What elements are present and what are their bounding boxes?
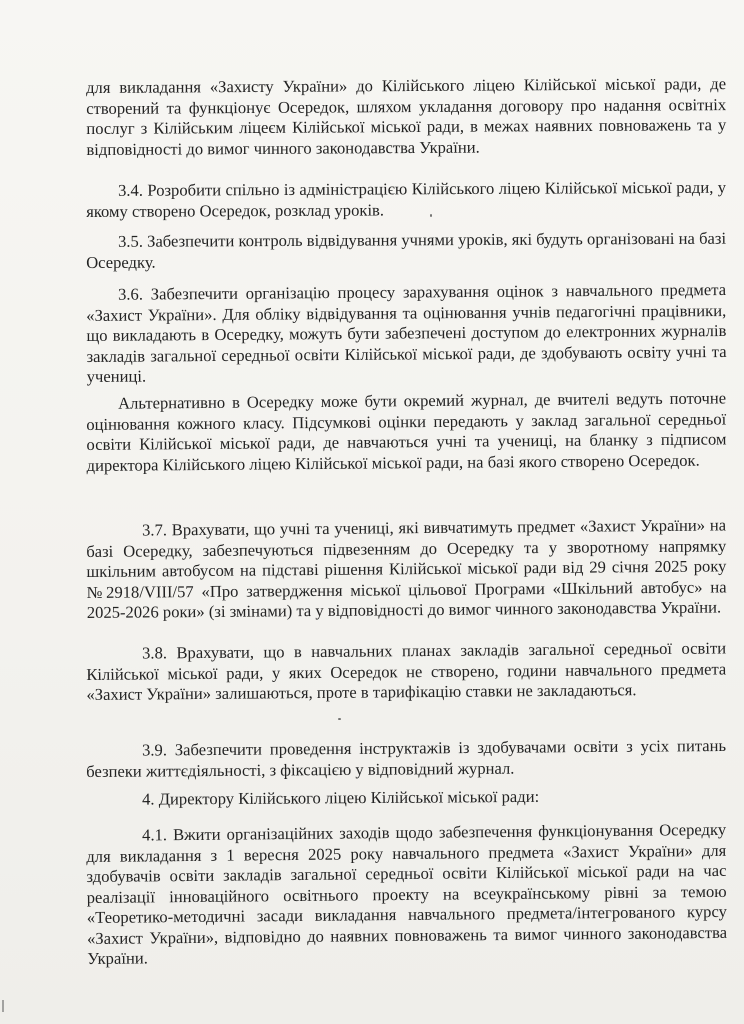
paragraph-4: 4. Директору Кілійського ліцею Кілійської міської ради: [141, 786, 540, 809]
scan-speck [338, 718, 341, 720]
paragraph-3-6: 3.6. Забезпечити організацію процесу зарахування оцінок з навчального предмета «Захист України». Для обліку відвідування та оцінювання учнів педагогічні працівники, що викладають в Осередку, можуть бути забезпечені доступом до електронних журналів закладів загальної середньої освіти Кілійської міської ради, де здобувають освіту учні та учениці. [86, 279, 727, 386]
paragraph-4-1: 4.1. Вжити організаційних заходів щодо забезпечення функціонування Осередку для викладання з 1 вересня 2025 року навчального предмета «Захист України» для здобувачів освіти закладів загальної середньої освіти Кілійської міської ради на час реалізації інноваційного освітнього проекту на всеукраїнському рівні за темою «Теоретико-методичні засади викладання навчального предмета/інтегрованого курсу «Захист України», відповідно до наявних повноважень та вимог чинного законодавства України. [86, 819, 728, 968]
paragraph-3-7: 3.7. Врахувати, що учні та учениці, які вивчатимуть предмет «Захист України» на базі Осередку, забезпечуються підвезенням до Осередку та у зворотному напрямку шкільним автобусом на підставі рішення Кілійської міської ради від 29 січня 2025 року №2918/VIII/57 «Про затвердження міської цільової Програми «Шкільний автобус» на 2025-2026 роки» (зі змінами) та у відповідності до вимог чинного законодавства України. [86, 515, 727, 622]
paragraph-3-8: 3.8. Врахувати, що в навчальних планах закладів загальної середньої освіти Кілійської міської ради, у яких Осередок не створено, години навчального предмета «Захист України» залишаються, проте в тарифікацію ставки не закладаються. [86, 638, 727, 704]
paragraph-3-5: 3.5. Забезпечити контроль відвідування учнями уроків, які будуть організовані на базі Осередку. [86, 228, 727, 272]
paragraph-3-4: 3.4. Розробити спільно із адміністрацією Кілійського ліцею Кілійської міської ради, у якому створено Осередок, розклад уроків. [86, 177, 727, 221]
scan-edge-mark [2, 1000, 4, 1012]
paragraph-3-9: 3.9. Забезпечити проведення інструктажів із здобувачами освіти з усіх питань безпеки життєдіяльності, з фіксацією у відповідний журнал. [86, 735, 727, 781]
scan-speck [430, 214, 432, 217]
paragraph-alternative: Альтернативно в Осередку може бути окремий журнал, де вчителі ведуть поточне оцінювання кожного класу. Підсумкові оцінки передають у заклад загальної середньої освіти Кілійської міської ради, де навчаються учні та учениці, на бланку з підписом директора Кілійського ліцею Кілійської міської ради, на базі якого створено Осередок. [86, 388, 727, 475]
paragraph-continuation: для викладання «Захисту України» до Кілійського ліцею Кілійської міської ради, де створений та функціонує Осередок, шляхом укладання договору про надання освітніх послуг з Кілійським ліцеєм Кілійської міської ради, в межах наявних повноважень та у відповідності до вимог чинного законодавства України. [86, 74, 727, 159]
